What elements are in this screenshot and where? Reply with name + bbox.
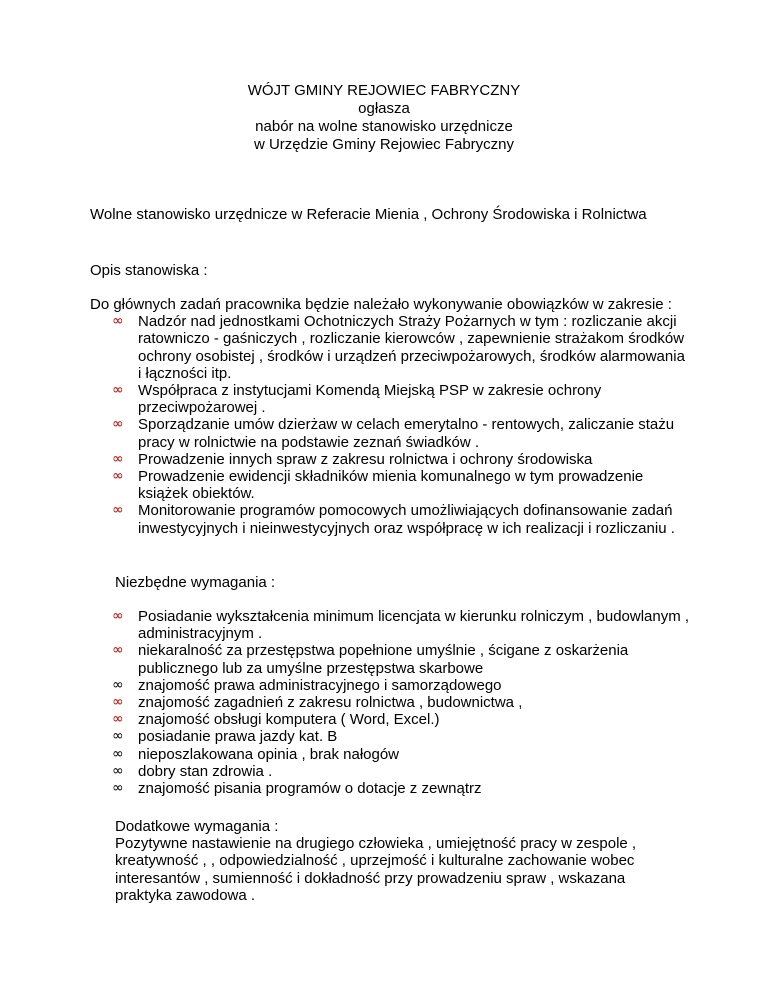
header-announces: ogłasza	[358, 100, 410, 117]
duties-list	[90, 313, 690, 537]
requirements-section	[90, 608, 690, 797]
duty-text: Współpraca z instytucjami Komendą Miejską PSP w zakresie ochrony przeciwpożarowej .	[138, 382, 602, 417]
list-item	[90, 694, 690, 711]
requirement-text: znajomość prawa administracyjnego i samorządowego	[138, 676, 502, 694]
infinity-bullet-icon: ∞	[112, 711, 124, 728]
requirement-text: znajomość zagadnień z zakresu rolnictwa , budownictwa ,	[138, 694, 523, 712]
duties-intro: Do głównych zadań pracownika będzie należało wykonywanie obowiązków w zakresie :	[90, 296, 672, 313]
infinity-bullet-icon: ∞	[112, 502, 124, 519]
infinity-bullet-icon: ∞	[112, 728, 124, 745]
infinity-bullet-icon: ∞	[112, 468, 124, 485]
list-item	[90, 763, 690, 780]
position-title: Wolne stanowisko urzędnicze w Referacie Mienia , Ochrony Środowiska i Rolnictwa	[90, 206, 647, 223]
header-title: WÓJT GMINY REJOWIEC FABRYCZNY	[247, 82, 521, 99]
infinity-bullet-icon: ∞	[112, 608, 124, 624]
list-item	[90, 382, 690, 416]
infinity-bullet-icon: ∞	[112, 642, 124, 659]
description-label: Opis stanowiska :	[90, 262, 208, 279]
infinity-bullet-icon: ∞	[112, 450, 124, 467]
infinity-bullet-icon: ∞	[112, 676, 124, 693]
infinity-bullet-icon: ∞	[112, 780, 124, 797]
list-item	[90, 416, 690, 450]
duty-text: Nadzór nad jednostkami Ochotniczych Straży Pożarnych w tym : rozliczanie akcji ratowniczo - gaśniczych , rozliczanie kierowców , zapewnienie strażakom środków ochrony osobistej , środków i urządzeń przeciwpożarowych, środków alarmowania i łączności itp.	[138, 313, 685, 382]
list-item	[90, 711, 690, 728]
list-item	[90, 608, 690, 642]
duties-section	[90, 296, 690, 537]
infinity-bullet-icon: ∞	[112, 694, 124, 711]
infinity-bullet-icon: ∞	[112, 416, 124, 433]
list-item	[90, 780, 690, 797]
additional-label: Dodatkowe wymagania :	[115, 818, 279, 835]
list-item	[90, 677, 690, 694]
requirement-text: Posiadanie wykształcenia minimum licencjata w kierunku rolniczym , budowlanym , administracyjnym .	[138, 608, 690, 643]
requirement-text: posiadanie prawa jazdy kat. B	[138, 728, 338, 746]
requirements-list	[90, 608, 690, 797]
list-item	[90, 642, 690, 676]
infinity-bullet-icon: ∞	[112, 762, 124, 779]
list-item	[90, 502, 690, 536]
duty-text: Sporządzanie umów dzierżaw w celach emerytalno - rentowych, zaliczanie stażu pracy w rolnictwie na podstawie zeznań świadków .	[138, 416, 675, 451]
requirement-text: znajomość pisania programów o dotacje z zewnątrz	[138, 780, 482, 798]
requirement-text: dobry stan zdrowia .	[138, 762, 273, 780]
requirements-label: Niezbędne wymagania :	[115, 574, 276, 591]
infinity-bullet-icon: ∞	[112, 313, 124, 330]
infinity-bullet-icon: ∞	[112, 745, 124, 762]
list-item	[90, 728, 690, 745]
requirement-text: znajomość obsługi komputera ( Word, Excel.)	[138, 711, 440, 729]
list-item	[90, 451, 690, 468]
duty-text: Prowadzenie ewidencji składników mienia komunalnego w tym prowadzenie książek obiektów.	[138, 468, 644, 503]
requirement-text: niekaralność za przestępstwa popełnione umyślnie , ścigane z oskarżenia publicznego lub za umyślne przestępstwa skarbowe	[138, 642, 629, 677]
announcement-header	[0, 82, 768, 154]
additional-text: Pozytywne nastawienie na drugiego człowieka , umiejętność pracy w zespole , kreatywność , , odpowiedzialność , uprzejmość i kulturalne zachowanie wobec interesantów , sumienność i dokładność przy prowadzeniu spraw , wskazana praktyka zawodowa .	[115, 835, 637, 904]
list-item	[90, 468, 690, 502]
requirement-text: nieposzlakowana opinia , brak nałogów	[138, 745, 400, 763]
header-recruitment: nabór na wolne stanowisko urzędnicze	[255, 118, 513, 135]
list-item	[90, 313, 690, 382]
duty-text: Monitorowanie programów pomocowych umożliwiających dofinansowanie zadań inwestycyjnych i nieinwestycyjnych oraz współpracę w ich realizacji i rozliczaniu .	[138, 502, 675, 537]
duty-text: Prowadzenie innych spraw z zakresu rolnictwa i ochrony środowiska	[138, 450, 593, 468]
additional-section	[115, 818, 685, 904]
header-office: w Urzędzie Gminy Rejowiec Fabryczny	[253, 136, 515, 153]
infinity-bullet-icon: ∞	[112, 382, 124, 399]
list-item	[90, 746, 690, 763]
